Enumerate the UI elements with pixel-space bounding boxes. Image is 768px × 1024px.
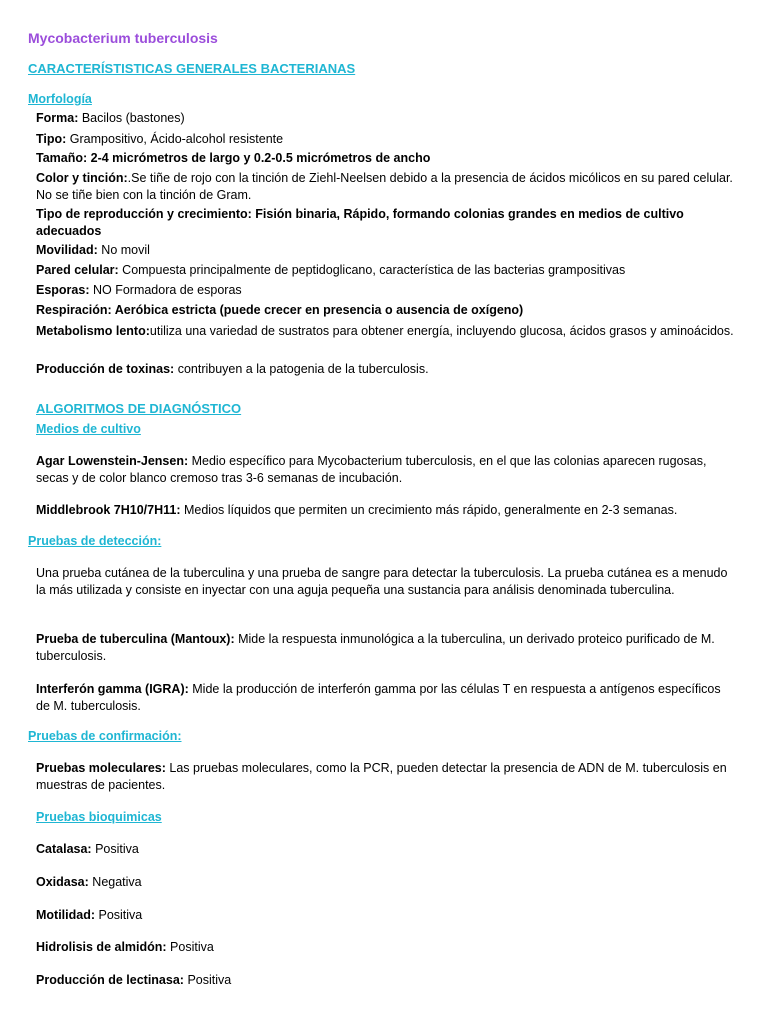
list-item xyxy=(36,262,736,279)
list-item xyxy=(36,242,736,259)
item-label: Prueba de tuberculina (Mantoux): xyxy=(36,632,235,646)
item-text: utiliza una variedad de sustratos para obtener energía, incluyendo glucosa, ácidos grasos y aminoácidos. xyxy=(149,324,734,338)
pruebas-confirmacion-link[interactable]: Pruebas de confirmación: xyxy=(28,729,182,743)
item-text: Compuesta principalmente de peptidoglicano, característica de las bacterias grampositivas xyxy=(118,263,626,277)
list-item xyxy=(36,150,736,167)
item-text: Positiva xyxy=(166,940,214,954)
item-text: Bacilos (bastones) xyxy=(78,111,185,125)
item-label: Color y tinción: xyxy=(36,171,128,185)
list-item xyxy=(36,170,736,203)
list-item xyxy=(36,110,736,127)
item-text: Positiva xyxy=(183,973,232,987)
algoritmos-link[interactable]: ALGORITMOS DE DIAGNÓSTICO xyxy=(36,401,242,416)
list-item xyxy=(36,302,736,319)
list-item xyxy=(36,681,736,714)
item-text: Las pruebas moleculares, como la PCR, pueden detectar la presencia de ADN de M. tuberculosis en muestras de pacientes. xyxy=(36,761,727,792)
list-item xyxy=(36,874,736,891)
pruebas-bioquimicas-link[interactable]: Pruebas bioquimicas xyxy=(36,810,162,824)
item-label: Respiración: Aeróbica estricta (puede crecer en presencia o ausencia de oxígeno) xyxy=(36,303,524,317)
item-label: Esporas: xyxy=(36,283,90,297)
item-text: No movil xyxy=(97,243,150,257)
list-item xyxy=(36,760,736,793)
item-label: Producción de lectinasa: xyxy=(36,973,184,987)
list-item xyxy=(36,907,736,924)
item-text: Medio específico para Mycobacterium tuberculosis, en el que las colonias aparecen rugosas, secas y de color blanco cremoso tras 3-6 semanas de incubación. xyxy=(36,454,707,485)
item-label: Oxidasa: xyxy=(36,875,89,889)
item-label: Catalasa: xyxy=(36,842,92,856)
deteccion-intro: Una prueba cutánea de la tuberculina y una prueba de sangre para detectar la tuberculosis. La prueba cutánea es a menudo la más utilizada y consiste en inyectar con una aguja pequeña una sustancia para análisis denominada tuberculina. xyxy=(36,566,728,597)
item-label: Tipo: xyxy=(36,132,67,146)
item-text: Mide la producción de interferón gamma por las células T en respuesta a antígenos específicos de M. tuberculosis. xyxy=(36,682,721,713)
morfologia-link[interactable]: Morfología xyxy=(28,92,92,106)
item-text: contribuyen a la patogenia de la tuberculosis. xyxy=(174,362,429,376)
item-label: Motilidad: xyxy=(36,908,96,922)
item-label: Tamaño: 2-4 micrómetros de largo y 0.2-0.5 micrómetros de ancho xyxy=(36,151,431,165)
item-text: NO Formadora de esporas xyxy=(89,283,242,297)
list-item xyxy=(36,131,736,148)
item-text: Positiva xyxy=(91,842,139,856)
item-text: .Se tiñe de rojo con la tinción de Ziehl-Neelsen debido a la presencia de ácidos micólicos en su pared celular. No se tiñe bien con la tinción de Gram. xyxy=(36,171,733,202)
item-text: Mide la respuesta inmunológica a la tuberculina, un derivado proteico purificado de M. tuberculosis. xyxy=(36,632,715,663)
item-label: Pruebas moleculares: xyxy=(36,761,166,775)
list-item xyxy=(36,502,736,519)
list-item xyxy=(36,841,736,858)
list-item xyxy=(36,631,736,664)
item-label: Pared celular: xyxy=(36,263,119,277)
list-item xyxy=(36,939,736,956)
item-label: Producción de toxinas: xyxy=(36,362,175,376)
list-item xyxy=(36,361,736,378)
item-label: Hidrolisis de almidón: xyxy=(36,940,167,954)
pruebas-deteccion-link[interactable]: Pruebas de detección: xyxy=(28,534,162,548)
list-item xyxy=(36,972,736,989)
list-item xyxy=(36,282,736,299)
item-text: Grampositivo, Ácido-alcohol resistente xyxy=(66,132,284,146)
medios-cultivo-link[interactable]: Medios de cultivo xyxy=(36,422,141,436)
list-item xyxy=(36,206,736,239)
item-label: Metabolismo lento: xyxy=(36,324,150,338)
item-label: Movilidad: xyxy=(36,243,98,257)
section-general-link[interactable]: CARACTERÍSTISTICAS GENERALES BACTERIANAS xyxy=(28,61,356,76)
document-title: Mycobacterium tuberculosis xyxy=(28,30,218,46)
item-text: Negativa xyxy=(88,875,142,889)
item-label: Interferón gamma (IGRA): xyxy=(36,682,189,696)
item-label: Agar Lowenstein-Jensen: xyxy=(36,454,189,468)
item-label: Forma: xyxy=(36,111,79,125)
list-item xyxy=(36,323,736,340)
item-text: Positiva xyxy=(95,908,143,922)
item-label: Middlebrook 7H10/7H11: xyxy=(36,503,181,517)
item-label: Tipo de reproducción y crecimiento: Fisión binaria, Rápido, formando colonias grandes en medios de cultivo adecuados xyxy=(36,207,684,238)
item-text: Medios líquidos que permiten un crecimiento más rápido, generalmente en 2-3 semanas. xyxy=(180,503,678,517)
list-item xyxy=(36,453,736,486)
